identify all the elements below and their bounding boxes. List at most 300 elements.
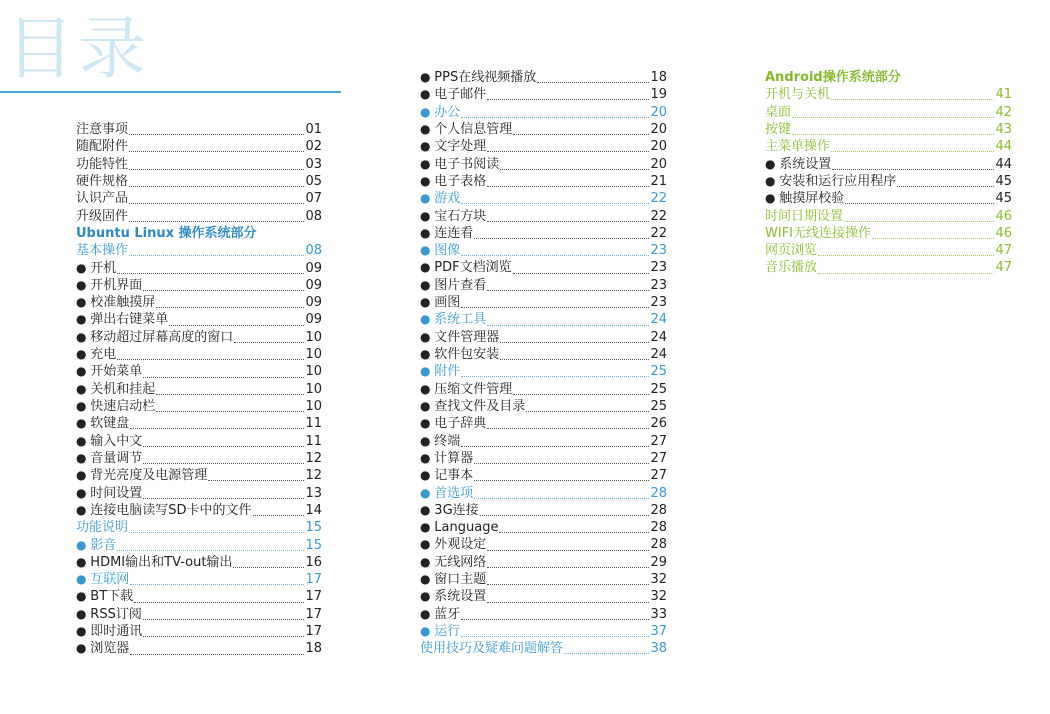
toc-entry[interactable] xyxy=(420,173,667,190)
toc-entry[interactable] xyxy=(765,190,1012,207)
toc-entry[interactable] xyxy=(76,606,322,623)
toc-entry[interactable] xyxy=(765,225,1012,242)
toc-entry-label: ● 无线网络 xyxy=(420,554,486,571)
dot-leader xyxy=(487,151,649,152)
toc-page-number: 28 xyxy=(650,502,667,518)
toc-page-number: 09 xyxy=(305,295,322,311)
toc-entry-label: ● 连连看 xyxy=(420,225,473,242)
toc-entry-label: ● 安装和运行应用程序 xyxy=(765,173,896,190)
dot-leader xyxy=(134,602,304,603)
toc-entry[interactable] xyxy=(420,467,667,484)
dot-leader xyxy=(143,446,304,447)
dot-leader xyxy=(487,584,649,585)
dot-leader xyxy=(487,186,649,187)
dot-leader xyxy=(500,342,649,343)
toc-entry-label: 使用技巧及疑难问题解答 xyxy=(420,641,564,657)
toc-page-number: 24 xyxy=(650,329,667,345)
toc-entry-label: 注意事项 xyxy=(76,122,129,137)
toc-entry-label: ● 附件 xyxy=(420,363,460,380)
dot-leader xyxy=(129,221,304,222)
toc-page-number: 24 xyxy=(650,312,667,328)
dot-leader xyxy=(474,498,649,499)
toc-entry[interactable] xyxy=(765,259,1012,276)
dot-leader xyxy=(487,567,649,568)
toc-entry-label: ● 电子表格 xyxy=(420,173,486,190)
toc-entry-label: 基本操作 xyxy=(76,243,129,259)
toc-page-number: 11 xyxy=(305,433,322,449)
toc-page-number: 41 xyxy=(995,87,1012,103)
dot-leader xyxy=(129,255,304,256)
toc-entry-label: ● 校准触摸屏 xyxy=(76,294,155,311)
toc-page-number: 14 xyxy=(305,502,322,518)
toc-entry-label: ● 充电 xyxy=(76,346,116,363)
dot-leader xyxy=(487,550,649,551)
toc-entry-label: ● 影音 xyxy=(76,537,116,554)
dot-leader xyxy=(156,411,304,412)
dot-leader xyxy=(129,169,304,170)
toc-entry[interactable] xyxy=(76,537,322,554)
dot-leader xyxy=(487,602,649,603)
dot-leader xyxy=(513,394,649,395)
toc-entry-label: ● 软件包安装 xyxy=(420,346,499,363)
dot-leader xyxy=(487,99,649,100)
toc-entry-label: 认识产品 xyxy=(76,191,129,207)
toc-entry[interactable] xyxy=(420,69,667,86)
toc-entry-label: ● 运行 xyxy=(420,623,460,640)
toc-column-2 xyxy=(420,69,667,658)
toc-page-number: 18 xyxy=(305,641,322,657)
toc-entry-label: ● 宝石方块 xyxy=(420,208,486,225)
dot-leader xyxy=(474,463,649,464)
dot-leader xyxy=(461,636,649,637)
toc-page-number: 32 xyxy=(650,572,667,588)
toc-entry-label: ● 个人信息管理 xyxy=(420,121,512,138)
dot-leader xyxy=(818,255,994,256)
toc-page-number: 09 xyxy=(305,312,322,328)
dot-leader xyxy=(461,307,649,308)
toc-page-number: 23 xyxy=(650,295,667,311)
toc-page-number: 20 xyxy=(650,121,667,137)
toc-entry-label: ● 计算器 xyxy=(420,450,473,467)
toc-entry-label: 升级固件 xyxy=(76,208,129,224)
toc-entry[interactable] xyxy=(76,485,322,502)
dot-leader xyxy=(143,498,304,499)
dot-leader xyxy=(792,117,994,118)
toc-entry-label: ● 文字处理 xyxy=(420,138,486,155)
toc-entry[interactable] xyxy=(765,173,1012,190)
dot-leader xyxy=(526,411,649,412)
toc-page-number: 19 xyxy=(650,87,667,103)
toc-entry[interactable] xyxy=(420,554,667,571)
toc-page-number: 18 xyxy=(650,70,667,85)
toc-entry-label: 桌面 xyxy=(765,104,792,120)
toc-entry-label: ● 开始菜单 xyxy=(76,363,142,380)
toc-entry-label: ● 3G连接 xyxy=(420,502,479,519)
toc-entry[interactable] xyxy=(765,86,1012,103)
dot-leader xyxy=(480,515,650,516)
toc-entry[interactable] xyxy=(420,623,667,640)
toc-column-3 xyxy=(765,69,1012,277)
toc-page-number: 27 xyxy=(650,450,667,466)
toc-page-number: 23 xyxy=(650,277,667,293)
title-divider xyxy=(0,91,341,93)
toc-page-number: 25 xyxy=(650,381,667,397)
dot-leader xyxy=(129,134,304,135)
toc-entry-label: 主菜单操作 xyxy=(765,139,831,155)
toc-entry-label: ● BT下载 xyxy=(76,588,133,605)
toc-page-number: 22 xyxy=(650,208,667,224)
toc-entry-label: 网页浏览 xyxy=(765,243,818,259)
dot-leader xyxy=(513,134,649,135)
toc-page-number: 29 xyxy=(650,554,667,570)
dot-leader xyxy=(156,394,304,395)
toc-page-number: 20 xyxy=(650,104,667,120)
toc-page-number: 47 xyxy=(995,260,1012,276)
toc-entry[interactable] xyxy=(420,138,667,155)
toc-entry[interactable] xyxy=(420,104,667,121)
toc-entry-label: ● 图像 xyxy=(420,242,460,259)
toc-page-number: 09 xyxy=(305,277,322,293)
toc-entry[interactable] xyxy=(420,259,667,276)
toc-entry-label: ● RSS订阅 xyxy=(76,606,142,623)
toc-page-number: 10 xyxy=(305,399,322,414)
toc-page-number: 07 xyxy=(305,191,322,207)
toc-entry-label: ● 电子邮件 xyxy=(420,86,486,103)
toc-entry[interactable] xyxy=(76,519,322,536)
toc-entry-label: ● 画图 xyxy=(420,294,460,311)
dot-leader xyxy=(461,376,649,377)
toc-page-number: 24 xyxy=(650,347,667,362)
toc-page-number: 08 xyxy=(305,243,322,259)
dot-leader xyxy=(129,151,304,152)
toc-entry-label: ● 游戏 xyxy=(420,190,460,207)
toc-entry-label: 硬件规格 xyxy=(76,173,129,189)
toc-page-number: 13 xyxy=(305,485,322,501)
toc-entry-label: ● 开机 xyxy=(76,260,116,277)
toc-entry-label: ● 互联网 xyxy=(76,571,129,588)
toc-entry-label: 功能说明 xyxy=(76,520,129,536)
toc-entry[interactable] xyxy=(76,346,322,363)
toc-page-number: 15 xyxy=(305,537,322,553)
toc-entry[interactable] xyxy=(76,311,322,328)
toc-page-number: 09 xyxy=(305,260,322,276)
toc-entry[interactable] xyxy=(420,329,667,346)
dot-leader xyxy=(208,480,304,481)
toc-entry-label: WIFI无线连接操作 xyxy=(765,225,871,241)
toc-section-heading[interactable] xyxy=(765,69,1012,86)
dot-leader xyxy=(130,584,304,585)
toc-entry-label: ● 关机和挂起 xyxy=(76,381,155,398)
toc-page-number: 17 xyxy=(305,572,322,588)
toc-heading-label: Ubuntu Linux 操作系统部分 xyxy=(76,225,257,241)
toc-entry-label: ● PPS在线视频播放 xyxy=(420,69,536,86)
toc-entry-label: ● 快速启动栏 xyxy=(76,398,155,415)
toc-entry[interactable] xyxy=(420,86,667,103)
toc-page-number: 32 xyxy=(650,589,667,605)
toc-entry[interactable] xyxy=(76,398,322,415)
dot-leader xyxy=(117,273,304,274)
dot-leader xyxy=(872,238,994,239)
toc-entry[interactable] xyxy=(765,104,1012,121)
dot-leader xyxy=(129,532,304,533)
toc-entry-label: ● 窗口主题 xyxy=(420,571,486,588)
toc-entry[interactable] xyxy=(765,208,1012,225)
toc-entry-label: 功能特性 xyxy=(76,156,129,172)
toc-entry[interactable] xyxy=(420,502,667,519)
dot-leader xyxy=(129,203,304,204)
toc-page-number: 17 xyxy=(305,606,322,622)
page-title: 目录 xyxy=(6,10,151,89)
toc-entry[interactable] xyxy=(420,190,667,207)
toc-page-number: 44 xyxy=(995,156,1012,172)
toc-entry[interactable] xyxy=(76,173,322,190)
dot-leader xyxy=(845,203,994,204)
toc-entry[interactable] xyxy=(420,121,667,138)
dot-leader xyxy=(143,619,305,620)
dot-leader xyxy=(130,428,304,429)
toc-page-number: 10 xyxy=(305,347,322,363)
toc-entry[interactable] xyxy=(765,156,1012,173)
toc-entry-label: ● Language xyxy=(420,519,498,536)
dot-leader xyxy=(461,203,649,204)
toc-page-number: 37 xyxy=(650,624,667,639)
toc-entry-label: ● 输入中文 xyxy=(76,433,142,450)
dot-leader xyxy=(461,619,649,620)
toc-entry[interactable] xyxy=(420,485,667,502)
dot-leader xyxy=(818,273,994,274)
toc-entry[interactable] xyxy=(76,502,322,519)
dot-leader xyxy=(487,325,649,326)
toc-entry-label: ● 首选项 xyxy=(420,485,473,502)
toc-entry-label: ● 移动超过屏幕高度的窗口 xyxy=(76,329,233,346)
dot-leader xyxy=(832,169,994,170)
dot-leader xyxy=(474,480,649,481)
dot-leader xyxy=(831,151,994,152)
dot-leader xyxy=(129,186,304,187)
toc-entry[interactable] xyxy=(76,415,322,432)
toc-entry-label: ● 蓝牙 xyxy=(420,606,460,623)
toc-entry[interactable] xyxy=(76,363,322,380)
toc-entry-label: ● 软键盘 xyxy=(76,415,129,432)
dot-leader xyxy=(500,169,649,170)
toc-page-number: 43 xyxy=(995,121,1012,137)
toc-entry[interactable] xyxy=(76,208,322,225)
toc-page-number: 01 xyxy=(305,122,322,137)
toc-entry[interactable] xyxy=(420,433,667,450)
dot-leader xyxy=(233,567,304,568)
toc-entry[interactable] xyxy=(420,156,667,173)
toc-entry-label: ● 系统设置 xyxy=(420,588,486,605)
dot-leader xyxy=(499,532,649,533)
toc-entry-label: 按键 xyxy=(765,121,792,137)
toc-entry[interactable] xyxy=(420,294,667,311)
toc-page-number: 27 xyxy=(650,433,667,449)
dot-leader xyxy=(156,307,304,308)
toc-entry[interactable] xyxy=(420,571,667,588)
toc-entry-label: 时间日期设置 xyxy=(765,208,844,224)
toc-entry[interactable] xyxy=(765,242,1012,259)
toc-entry[interactable] xyxy=(765,121,1012,138)
toc-page-number: 23 xyxy=(650,243,667,259)
dot-leader xyxy=(897,186,994,187)
dot-leader xyxy=(461,117,649,118)
toc-page-number: 45 xyxy=(995,173,1012,189)
toc-entry-label: ● PDF文档浏览 xyxy=(420,259,512,276)
toc-page-number: 46 xyxy=(995,225,1012,241)
toc-page-number: 26 xyxy=(650,416,667,432)
toc-page-number: 20 xyxy=(650,156,667,172)
toc-page-number: 10 xyxy=(305,329,322,345)
toc-entry-label: ● HDMI输出和TV-out输出 xyxy=(76,554,232,571)
toc-entry-label: ● 文件管理器 xyxy=(420,329,499,346)
toc-entry[interactable] xyxy=(420,588,667,605)
dot-leader xyxy=(487,221,649,222)
toc-heading-label: Android操作系统部分 xyxy=(765,70,901,85)
toc-page-number: 42 xyxy=(995,104,1012,120)
toc-entry-label: ● 系统工具 xyxy=(420,311,486,328)
toc-entry[interactable] xyxy=(420,208,667,225)
dot-leader xyxy=(117,359,304,360)
toc-entry[interactable] xyxy=(76,294,322,311)
toc-page-number: 17 xyxy=(305,624,322,640)
toc-page-number: 21 xyxy=(650,173,667,189)
toc-entry-label: ● 压缩文件管理 xyxy=(420,381,512,398)
toc-entry[interactable] xyxy=(76,329,322,346)
toc-entry[interactable] xyxy=(76,381,322,398)
toc-entry-label: ● 外观设定 xyxy=(420,536,486,553)
dot-leader xyxy=(792,134,994,135)
toc-entry[interactable] xyxy=(420,277,667,294)
dot-leader xyxy=(564,653,649,654)
toc-entry[interactable] xyxy=(76,156,322,173)
toc-entry-label: 随配附件 xyxy=(76,139,129,155)
dot-leader xyxy=(474,238,649,239)
toc-page-number: 12 xyxy=(305,450,322,466)
toc-page-number: 12 xyxy=(305,468,322,484)
toc-entry-label: ● 图片查看 xyxy=(420,277,486,294)
toc-entry[interactable] xyxy=(76,588,322,605)
toc-page-number: 45 xyxy=(995,191,1012,207)
toc-entry[interactable] xyxy=(420,363,667,380)
toc-entry-label: 音乐播放 xyxy=(765,260,818,276)
toc-page-number: 33 xyxy=(650,606,667,622)
toc-entry[interactable] xyxy=(420,398,667,415)
toc-entry[interactable] xyxy=(420,519,667,536)
toc-entry[interactable] xyxy=(76,571,322,588)
toc-entry[interactable] xyxy=(76,121,322,138)
toc-page-number: 10 xyxy=(305,381,322,397)
toc-entry[interactable] xyxy=(76,640,322,657)
toc-page-number: 46 xyxy=(995,208,1012,224)
toc-entry[interactable] xyxy=(76,242,322,259)
dot-leader xyxy=(831,99,994,100)
toc-entry-label: ● 浏览器 xyxy=(76,640,129,657)
toc-entry[interactable] xyxy=(76,138,322,155)
dot-leader xyxy=(253,515,305,516)
toc-entry[interactable] xyxy=(76,260,322,277)
toc-section-heading[interactable] xyxy=(76,225,322,242)
toc-entry[interactable] xyxy=(420,346,667,363)
dot-leader xyxy=(844,221,994,222)
dot-leader xyxy=(234,342,304,343)
toc-page-number: 10 xyxy=(305,364,322,380)
dot-leader xyxy=(169,325,304,326)
toc-entry[interactable] xyxy=(765,138,1012,155)
dot-leader xyxy=(537,82,649,83)
toc-page-number: 03 xyxy=(305,156,322,172)
toc-page-number: 17 xyxy=(305,589,322,605)
toc-entry-label: ● 开机界面 xyxy=(76,277,142,294)
toc-page-number: 23 xyxy=(650,260,667,276)
dot-leader xyxy=(513,273,650,274)
dot-leader xyxy=(487,290,649,291)
dot-leader xyxy=(461,446,649,447)
toc-page-number: 28 xyxy=(650,537,667,553)
toc-entry[interactable] xyxy=(420,606,667,623)
toc-page-number: 20 xyxy=(650,139,667,155)
toc-entry[interactable] xyxy=(76,277,322,294)
dot-leader xyxy=(143,377,304,378)
toc-page-number: 28 xyxy=(650,485,667,501)
dot-leader xyxy=(487,428,649,429)
toc-entry[interactable] xyxy=(420,225,667,242)
toc-entry-label: ● 弹出右键菜单 xyxy=(76,311,168,328)
toc-page-number: 47 xyxy=(995,243,1012,259)
toc-entry-label: ● 记事本 xyxy=(420,467,473,484)
dot-leader xyxy=(143,290,304,291)
toc-entry-label: ● 电子辞典 xyxy=(420,415,486,432)
toc-entry-label: 开机与关机 xyxy=(765,87,831,103)
toc-entry-label: ● 背光亮度及电源管理 xyxy=(76,467,207,484)
toc-page-number: 38 xyxy=(650,641,667,657)
toc-entry-label: ● 终端 xyxy=(420,433,460,450)
dot-leader xyxy=(500,359,649,360)
dot-leader xyxy=(117,550,304,551)
toc-entry-label: ● 系统设置 xyxy=(765,156,831,173)
toc-page-number: 22 xyxy=(650,225,667,241)
toc-entry[interactable] xyxy=(420,450,667,467)
toc-entry[interactable] xyxy=(420,640,667,657)
toc-entry-label: ● 触摸屏校验 xyxy=(765,190,844,207)
toc-entry[interactable] xyxy=(76,433,322,450)
toc-page-number: 22 xyxy=(650,191,667,207)
toc-page-number: 27 xyxy=(650,468,667,484)
toc-entry[interactable] xyxy=(76,190,322,207)
toc-entry-label: ● 电子书阅读 xyxy=(420,156,499,173)
dot-leader xyxy=(461,255,649,256)
dot-leader xyxy=(143,463,304,464)
toc-entry[interactable] xyxy=(420,536,667,553)
toc-page-number: 16 xyxy=(305,554,322,570)
toc-entry[interactable] xyxy=(76,467,322,484)
dot-leader xyxy=(130,654,304,655)
toc-entry[interactable] xyxy=(420,242,667,259)
toc-entry[interactable] xyxy=(420,311,667,328)
toc-page-number: 28 xyxy=(650,520,667,536)
toc-entry-label: ● 连接电脑读写SD卡中的文件 xyxy=(76,502,252,519)
toc-entry[interactable] xyxy=(420,381,667,398)
toc-entry[interactable] xyxy=(76,623,322,640)
toc-entry-label: ● 时间设置 xyxy=(76,485,142,502)
toc-entry[interactable] xyxy=(76,450,322,467)
toc-page-number: 08 xyxy=(305,208,322,224)
toc-page-number: 02 xyxy=(305,139,322,155)
toc-page-number: 05 xyxy=(305,173,322,189)
toc-entry[interactable] xyxy=(76,554,322,571)
toc-entry[interactable] xyxy=(420,415,667,432)
toc-page-number: 15 xyxy=(305,520,322,536)
toc-entry-label: ● 音量调节 xyxy=(76,450,142,467)
